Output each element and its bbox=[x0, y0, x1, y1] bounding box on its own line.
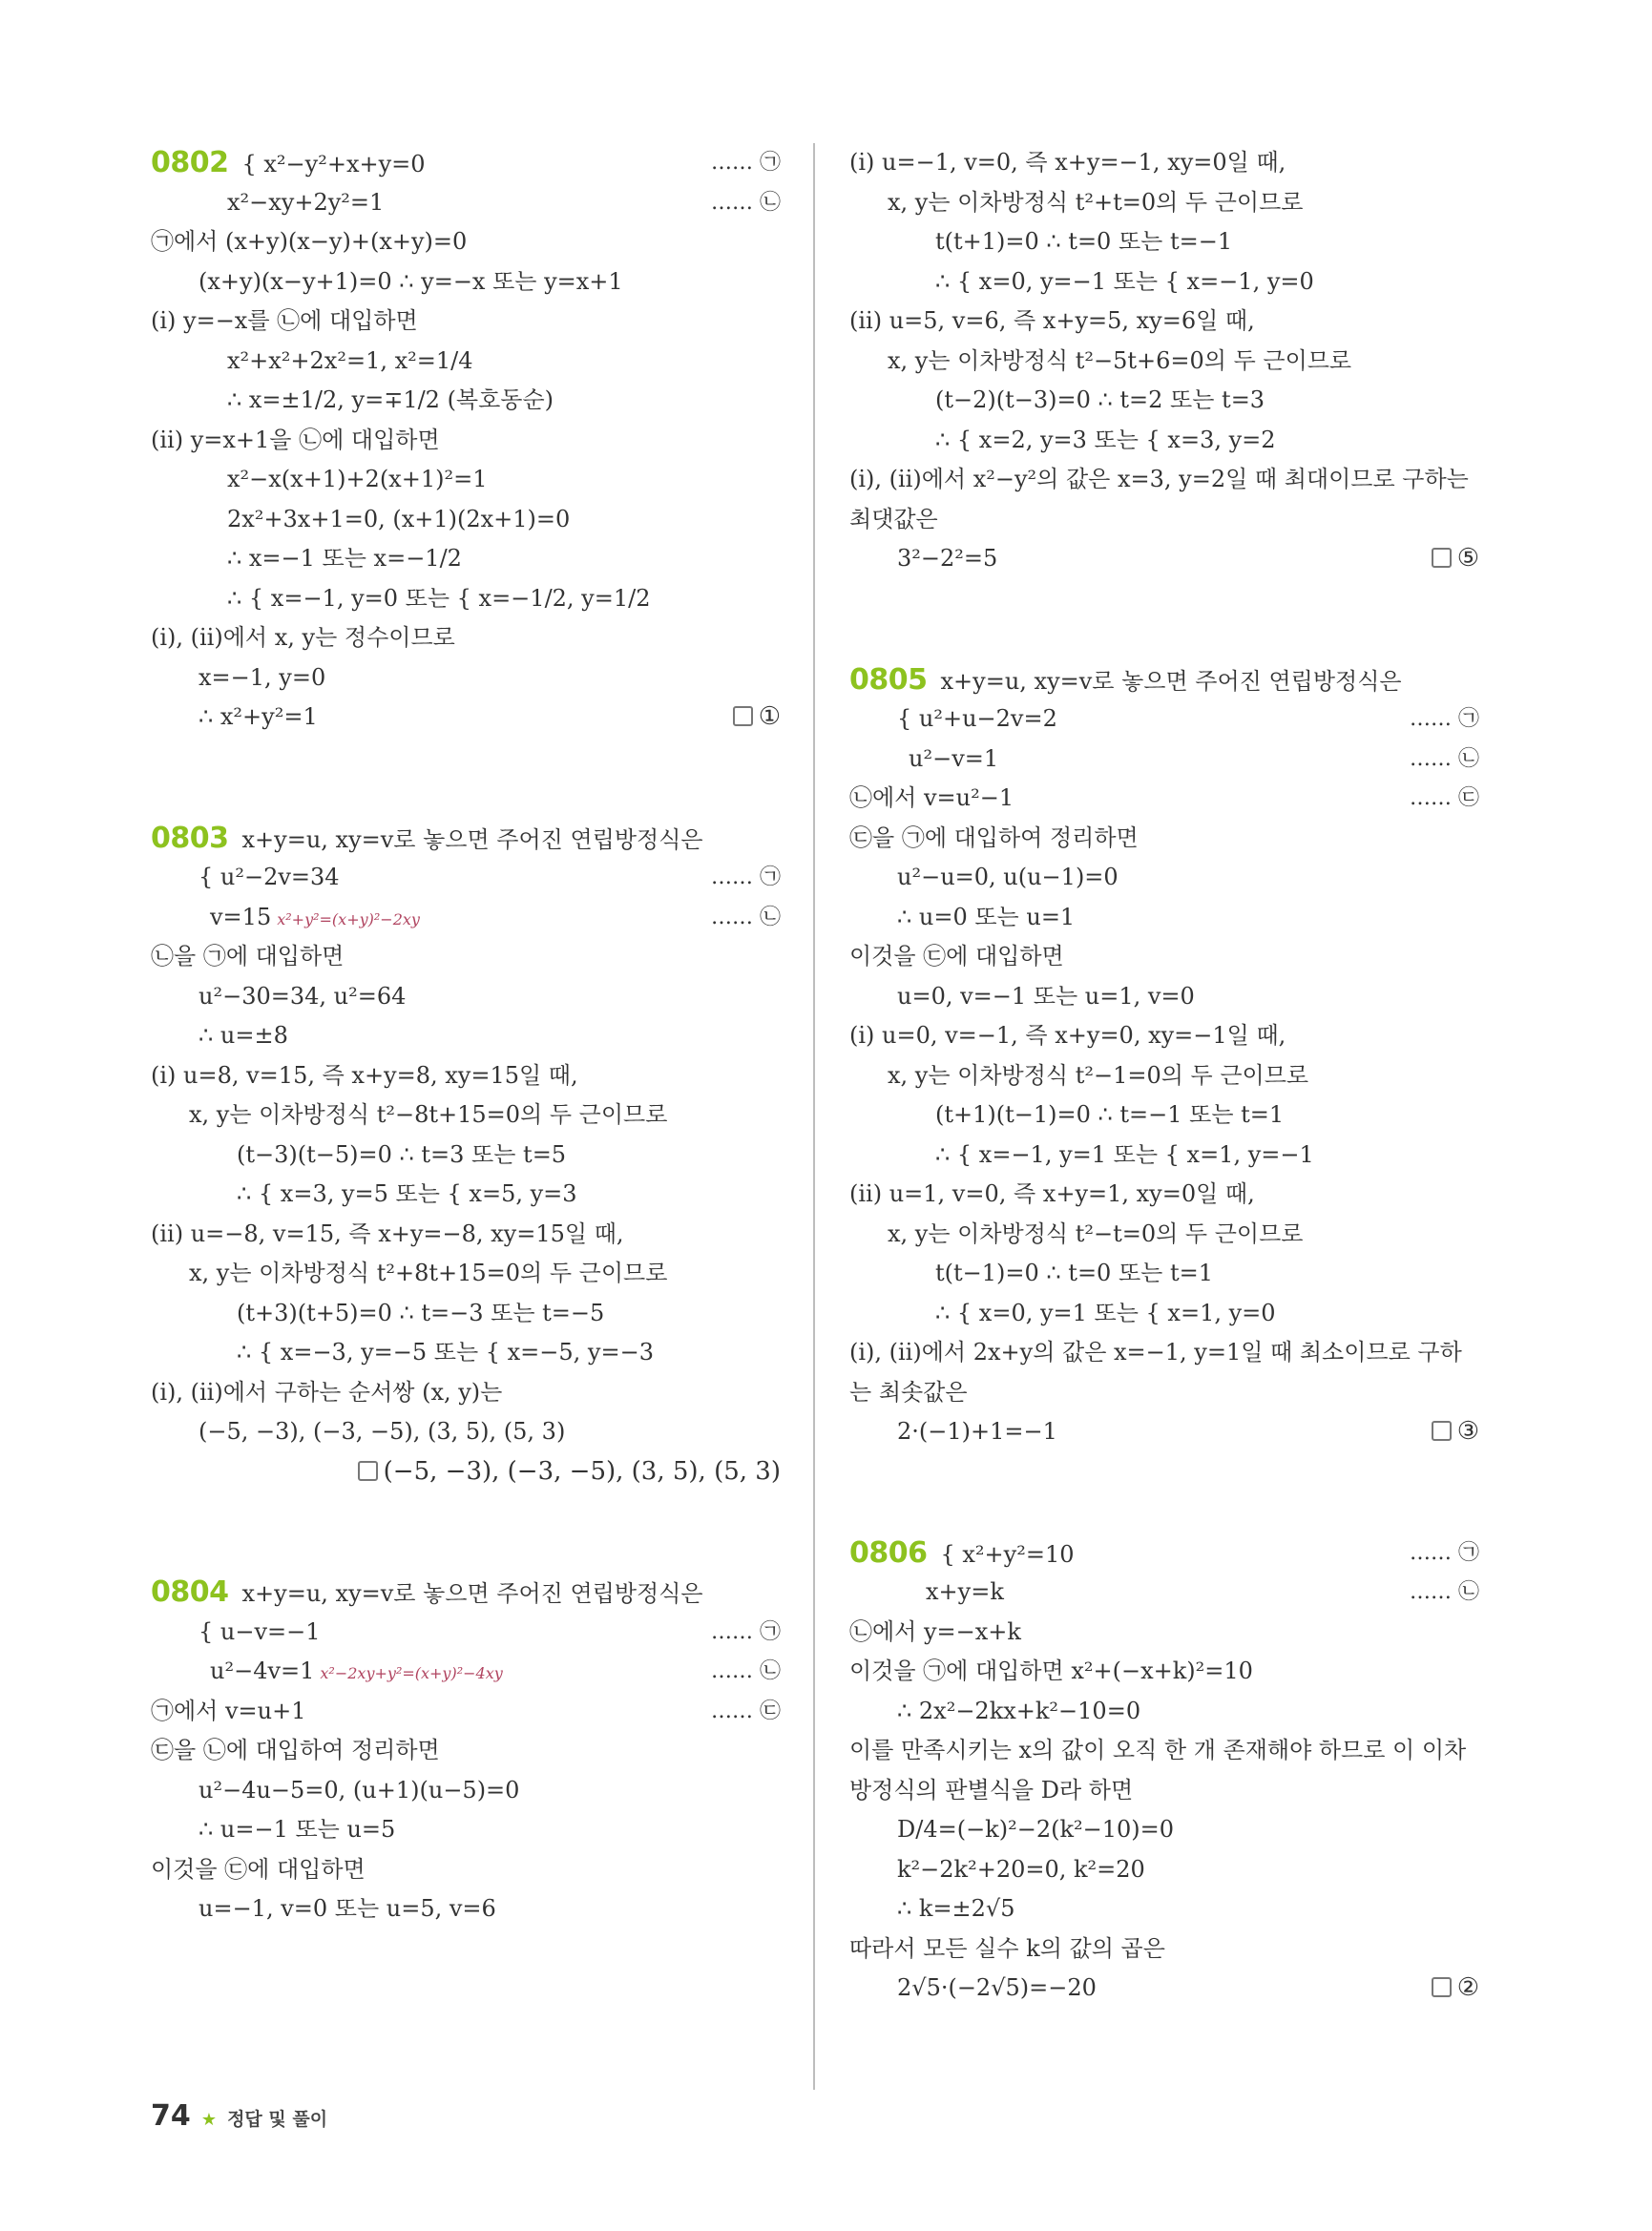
line-text: 2x²+3x+1=0, (x+1)(2x+1)=0 bbox=[227, 505, 571, 532]
equation-marker: …… ㉢ bbox=[711, 1699, 781, 1723]
solution-line bbox=[151, 342, 781, 382]
solution-line bbox=[151, 658, 781, 698]
solution-line bbox=[151, 421, 781, 461]
line-text: ㉡에서 y=−x+k bbox=[849, 1617, 1021, 1645]
line-text: (t−2)(t−3)=0 ∴ t=2 또는 t=3 bbox=[935, 386, 1265, 413]
line-text: (ⅱ) y=x+1을 ㉡에 대입하면 bbox=[151, 426, 440, 453]
line-text: u²−4u−5=0, (u+1)(u−5)=0 bbox=[199, 1776, 520, 1804]
section-gap bbox=[151, 1491, 781, 1573]
line-text: ∴ { x=0, y=−1 또는 { x=−1, y=0 bbox=[935, 267, 1314, 295]
star-icon: ★ bbox=[200, 2110, 217, 2130]
solution-line bbox=[151, 183, 781, 223]
section-gap bbox=[151, 738, 781, 819]
answer-mark bbox=[1432, 539, 1479, 579]
solution-line bbox=[151, 1731, 781, 1771]
problem-header bbox=[151, 819, 781, 859]
line-text: ㉢을 ㉠에 대입하여 정리하면 bbox=[849, 824, 1139, 851]
line-text: ∴ u=±8 bbox=[199, 1022, 288, 1049]
line-text: { x²+y²=10 bbox=[940, 1540, 1075, 1568]
line-text: x, y는 이차방정식 t²+t=0의 두 근이므로 bbox=[888, 188, 1304, 216]
equation-marker: …… ㉠ bbox=[711, 151, 781, 175]
answer-mark bbox=[1432, 1412, 1479, 1452]
line-text: ∴ { x=−1, y=0 또는 { x=−1/2, y=1/2 bbox=[227, 584, 651, 612]
solution-line bbox=[151, 1889, 781, 1929]
solution-line bbox=[849, 1613, 1479, 1653]
solution-line bbox=[849, 1254, 1479, 1294]
answer-value: (−5, −3), (−3, −5), (3, 5), (5, 3) bbox=[383, 1456, 781, 1486]
equation-marker: …… ㉡ bbox=[711, 905, 781, 929]
line-text: { u−v=−1 bbox=[199, 1617, 321, 1645]
solution-line bbox=[849, 1929, 1479, 1970]
line-text: t(t−1)=0 ∴ t=0 또는 t=1 bbox=[935, 1260, 1213, 1286]
solution-line bbox=[849, 381, 1479, 421]
column-divider bbox=[813, 143, 815, 2090]
solution-line bbox=[849, 460, 1479, 500]
solution-line bbox=[151, 1850, 781, 1890]
line-text: 2·(−1)+1=−1 bbox=[897, 1418, 1057, 1445]
line-text: x, y는 이차방정식 t²−1=0의 두 근이므로 bbox=[888, 1061, 1309, 1089]
line-text: 최댓값은 bbox=[849, 505, 938, 532]
equation-marker: …… ㉡ bbox=[1410, 1580, 1479, 1604]
solution-line bbox=[151, 977, 781, 1017]
solution-line bbox=[151, 898, 781, 938]
line-text: v=15 bbox=[210, 903, 272, 930]
line-text: ∴ { x=−1, y=1 또는 { x=1, y=−1 bbox=[935, 1140, 1314, 1168]
line-text: (t−3)(t−5)=0 ∴ t=3 또는 t=5 bbox=[237, 1140, 567, 1168]
line-text: ∴ { x=3, y=5 또는 { x=5, y=3 bbox=[237, 1180, 577, 1207]
solution-line bbox=[849, 1136, 1479, 1176]
solution-line bbox=[849, 1294, 1479, 1334]
solution-line bbox=[151, 858, 781, 898]
solution-line bbox=[849, 222, 1479, 262]
line-text: ㉡을 ㉠에 대입하면 bbox=[151, 943, 345, 970]
answer-mark bbox=[1432, 1969, 1479, 2009]
line-text: x+y=u, xy=v로 놓으면 주어진 연립방정식은 bbox=[241, 825, 703, 853]
section-gap bbox=[849, 1452, 1479, 1533]
solution-line bbox=[849, 1175, 1479, 1215]
solution-line bbox=[849, 1889, 1479, 1929]
line-text: u²−v=1 bbox=[909, 744, 999, 772]
solution-line bbox=[849, 1692, 1479, 1732]
problem-number: 0803 bbox=[151, 821, 229, 855]
line-text: (ⅰ), (ⅱ)에서 x²−y²의 값은 x=3, y=2일 때 최대이므로 구하는 bbox=[849, 466, 1469, 492]
solution-line bbox=[151, 1254, 781, 1294]
line-text: x, y는 이차방정식 t²−5t+6=0의 두 근이므로 bbox=[888, 346, 1352, 374]
solution-line bbox=[849, 898, 1479, 938]
solution-line bbox=[151, 1136, 781, 1176]
answer-box-icon bbox=[1432, 1421, 1452, 1441]
line-text: x+y=u, xy=v로 놓으면 주어진 연립방정식은 bbox=[241, 1580, 703, 1607]
solution-line bbox=[151, 1771, 781, 1811]
line-text: x=−1, y=0 bbox=[199, 663, 326, 691]
line-text: 는 최솟값은 bbox=[849, 1378, 968, 1406]
solution-line bbox=[151, 1810, 781, 1850]
line-text: u²−u=0, u(u−1)=0 bbox=[897, 864, 1119, 890]
solution-line bbox=[849, 740, 1479, 780]
line-text: x, y는 이차방정식 t²+8t+15=0의 두 근이므로 bbox=[189, 1260, 668, 1286]
solution-line bbox=[151, 618, 781, 658]
section-gap bbox=[849, 579, 1479, 660]
line-text: (ⅰ), (ⅱ)에서 구하는 순서쌍 (x, y)는 bbox=[151, 1378, 503, 1406]
page-number: 74 bbox=[151, 2099, 191, 2133]
solution-line bbox=[151, 1613, 781, 1653]
solution-line bbox=[151, 1652, 781, 1692]
line-text: (ⅱ) u=1, v=0, 즉 x+y=1, xy=0일 때, bbox=[849, 1180, 1255, 1207]
line-text: ∴ { x=2, y=3 또는 { x=3, y=2 bbox=[935, 426, 1276, 453]
line-text: ∴ u=0 또는 u=1 bbox=[897, 903, 1076, 930]
line-text: 2√5·(−2√5)=−20 bbox=[897, 1974, 1097, 2001]
line-text: t(t+1)=0 ∴ t=0 또는 t=−1 bbox=[935, 228, 1233, 255]
solution-line bbox=[151, 262, 781, 302]
line-text: (−5, −3), (−3, −5), (3, 5), (5, 3) bbox=[199, 1418, 566, 1445]
line-text: x²−x(x+1)+2(x+1)²=1 bbox=[227, 466, 488, 492]
line-text: x²−xy+2y²=1 bbox=[227, 188, 385, 216]
line-text: ∴ u=−1 또는 u=5 bbox=[199, 1816, 396, 1843]
solution-line bbox=[151, 302, 781, 342]
footer-label: 정답 및 풀이 bbox=[227, 2109, 328, 2130]
solution-line bbox=[151, 1056, 781, 1096]
equation-marker: …… ㉠ bbox=[711, 865, 781, 889]
solution-line bbox=[151, 1373, 781, 1413]
solution-line bbox=[151, 1016, 781, 1056]
right-column bbox=[849, 143, 1479, 2009]
line-text: ∴ x=−1 또는 x=−1/2 bbox=[227, 545, 462, 572]
solution-line bbox=[849, 1056, 1479, 1096]
line-text: 3²−2²=5 bbox=[897, 545, 998, 572]
solution-line bbox=[151, 937, 781, 977]
solution-line bbox=[849, 1333, 1479, 1373]
solution-line bbox=[849, 342, 1479, 382]
solution-line bbox=[849, 539, 1479, 579]
equation-marker: …… ㉡ bbox=[1410, 746, 1479, 771]
answer-value: ③ bbox=[1456, 1417, 1479, 1446]
line-text: ∴ x=±1/2, y=∓1/2 (복호동순) bbox=[227, 386, 554, 413]
problem-number: 0805 bbox=[849, 662, 928, 697]
solution-line bbox=[849, 1573, 1479, 1613]
answer-mark bbox=[733, 698, 781, 738]
line-text: { u²−2v=34 bbox=[199, 864, 340, 890]
solution-line bbox=[849, 858, 1479, 898]
line-text: (ⅱ) u=−8, v=15, 즉 x+y=−8, xy=15일 때, bbox=[151, 1220, 624, 1247]
solution-line bbox=[151, 1175, 781, 1215]
solution-line bbox=[849, 779, 1479, 819]
line-text: ㉡에서 v=u²−1 bbox=[849, 784, 1014, 811]
line-text: u=0, v=−1 또는 u=1, v=0 bbox=[897, 982, 1195, 1010]
line-text: 이것을 ㉢에 대입하면 bbox=[849, 943, 1064, 970]
answer-value: ⑤ bbox=[1456, 544, 1479, 573]
solution-line bbox=[151, 500, 781, 540]
solution-line bbox=[151, 1333, 781, 1373]
problem-number: 0806 bbox=[849, 1535, 928, 1570]
answer-mark bbox=[358, 1452, 781, 1492]
line-text: ∴ x²+y²=1 bbox=[199, 703, 318, 730]
solution-line bbox=[849, 1215, 1479, 1255]
solution-line bbox=[849, 421, 1479, 461]
solution-line bbox=[849, 1850, 1479, 1890]
line-text: u=−1, v=0 또는 u=5, v=6 bbox=[199, 1895, 496, 1922]
solution-line bbox=[849, 819, 1479, 859]
line-text: (ⅰ), (ⅱ)에서 x, y는 정수이므로 bbox=[151, 624, 455, 651]
line-text: ㉢을 ㉡에 대입하여 정리하면 bbox=[151, 1737, 440, 1763]
problem-number: 0804 bbox=[151, 1575, 229, 1609]
line-text: { u²+u−2v=2 bbox=[897, 705, 1057, 732]
line-text: ∴ k=±2√5 bbox=[897, 1895, 1015, 1922]
line-text: x, y는 이차방정식 t²−8t+15=0의 두 근이므로 bbox=[189, 1101, 668, 1128]
solution-line bbox=[849, 183, 1479, 223]
solution-line bbox=[151, 460, 781, 500]
solution-line bbox=[849, 937, 1479, 977]
equation-marker: …… ㉠ bbox=[711, 1619, 781, 1644]
answer-box-icon bbox=[1432, 1977, 1452, 1997]
line-text: 이를 만족시키는 x의 값이 오직 한 개 존재해야 하므로 이 이차 bbox=[849, 1737, 1467, 1763]
solution-line bbox=[849, 302, 1479, 342]
solution-line bbox=[849, 1969, 1479, 2009]
line-text: (ⅰ) y=−x를 ㉡에 대입하면 bbox=[151, 307, 418, 334]
line-text: 이것을 ㉢에 대입하면 bbox=[151, 1855, 366, 1883]
equation-marker: …… ㉢ bbox=[1410, 786, 1479, 810]
line-text: ∴ { x=−3, y=−5 또는 { x=−5, y=−3 bbox=[237, 1339, 654, 1366]
solution-line bbox=[849, 1412, 1479, 1452]
line-text: ∴ 2x²−2kx+k²−10=0 bbox=[897, 1697, 1141, 1724]
line-text: 이것을 ㉠에 대입하면 x²+(−x+k)²=10 bbox=[849, 1658, 1253, 1684]
line-text: k²−2k²+20=0, k²=20 bbox=[897, 1855, 1145, 1883]
hint-note: x²+y²=(x+y)²−2xy bbox=[277, 909, 420, 928]
line-text: (ⅱ) u=5, v=6, 즉 x+y=5, xy=6일 때, bbox=[849, 307, 1255, 334]
line-text: x+y=k bbox=[926, 1578, 1004, 1605]
solution-line bbox=[849, 1810, 1479, 1850]
line-text: (t+3)(t+5)=0 ∴ t=−3 또는 t=−5 bbox=[237, 1299, 605, 1326]
answer-box-icon bbox=[1432, 548, 1452, 568]
equation-marker: …… ㉠ bbox=[1410, 1540, 1479, 1565]
line-text: x²+x²+2x²=1, x²=1/4 bbox=[227, 346, 473, 374]
solution-line bbox=[151, 579, 781, 619]
line-text: (ⅰ), (ⅱ)에서 2x+y의 값은 x=−1, y=1일 때 최소이므로 구하 bbox=[849, 1339, 1462, 1366]
solution-line bbox=[849, 262, 1479, 302]
solution-line bbox=[151, 1452, 781, 1492]
line-text: (ⅰ) u=−1, v=0, 즉 x+y=−1, xy=0일 때, bbox=[849, 149, 1286, 176]
equation-marker: …… ㉡ bbox=[711, 190, 781, 215]
solution-line bbox=[849, 143, 1479, 183]
line-text: ㉠에서 (x+y)(x−y)+(x+y)=0 bbox=[151, 228, 468, 255]
line-text: { x²−y²+x+y=0 bbox=[241, 151, 426, 177]
solution-line bbox=[849, 1731, 1479, 1771]
solution-line bbox=[151, 381, 781, 421]
problem-header bbox=[151, 1573, 781, 1613]
line-text: 방정식의 판별식을 D라 하면 bbox=[849, 1776, 1134, 1804]
solution-line bbox=[151, 1294, 781, 1334]
solution-line bbox=[151, 1215, 781, 1255]
answer-value: ① bbox=[758, 702, 781, 731]
line-text: D/4=(−k)²−2(k²−10)=0 bbox=[897, 1816, 1175, 1843]
line-text: x, y는 이차방정식 t²−t=0의 두 근이므로 bbox=[888, 1220, 1304, 1247]
solution-line bbox=[849, 699, 1479, 740]
solution-line bbox=[849, 1771, 1479, 1811]
line-text: ∴ { x=0, y=1 또는 { x=1, y=0 bbox=[935, 1299, 1276, 1326]
solution-line bbox=[849, 1016, 1479, 1056]
line-text: u²−4v=1 bbox=[210, 1658, 315, 1684]
line-text: u²−30=34, u²=64 bbox=[199, 982, 407, 1010]
problem-header bbox=[151, 143, 781, 183]
solution-line bbox=[849, 1652, 1479, 1692]
solution-line bbox=[849, 977, 1479, 1017]
line-text: (ⅰ) u=8, v=15, 즉 x+y=8, xy=15일 때, bbox=[151, 1061, 578, 1089]
line-text: ㉠에서 v=u+1 bbox=[151, 1697, 306, 1724]
problem-header bbox=[849, 660, 1479, 700]
line-text: 따라서 모든 실수 k의 값의 곱은 bbox=[849, 1934, 1165, 1962]
hint-note: x²−2xy+y²=(x+y)²−4xy bbox=[320, 1664, 503, 1682]
solution-line bbox=[151, 698, 781, 738]
problem-number: 0802 bbox=[151, 146, 229, 179]
solution-line bbox=[151, 222, 781, 262]
equation-marker: …… ㉠ bbox=[1410, 707, 1479, 731]
solution-line bbox=[151, 1095, 781, 1136]
solution-line bbox=[151, 539, 781, 579]
equation-marker: …… ㉡ bbox=[711, 1659, 781, 1683]
line-text: (ⅰ) u=0, v=−1, 즉 x+y=0, xy=−1일 때, bbox=[849, 1022, 1286, 1049]
line-text: (x+y)(x−y+1)=0 ∴ y=−x 또는 y=x+1 bbox=[199, 267, 623, 295]
solution-line bbox=[151, 1412, 781, 1452]
answer-box-icon bbox=[733, 706, 753, 726]
answer-value: ② bbox=[1456, 1973, 1479, 2002]
problem-header bbox=[849, 1533, 1479, 1574]
solution-line bbox=[151, 1692, 781, 1732]
left-column bbox=[151, 143, 781, 1929]
solution-line bbox=[849, 1373, 1479, 1413]
solution-line bbox=[849, 1095, 1479, 1136]
page-footer bbox=[151, 2099, 327, 2133]
answer-box-icon bbox=[358, 1461, 378, 1481]
line-text: (t+1)(t−1)=0 ∴ t=−1 또는 t=1 bbox=[935, 1101, 1285, 1128]
solution-line bbox=[849, 500, 1479, 540]
line-text: x+y=u, xy=v로 놓으면 주어진 연립방정식은 bbox=[940, 667, 1402, 695]
